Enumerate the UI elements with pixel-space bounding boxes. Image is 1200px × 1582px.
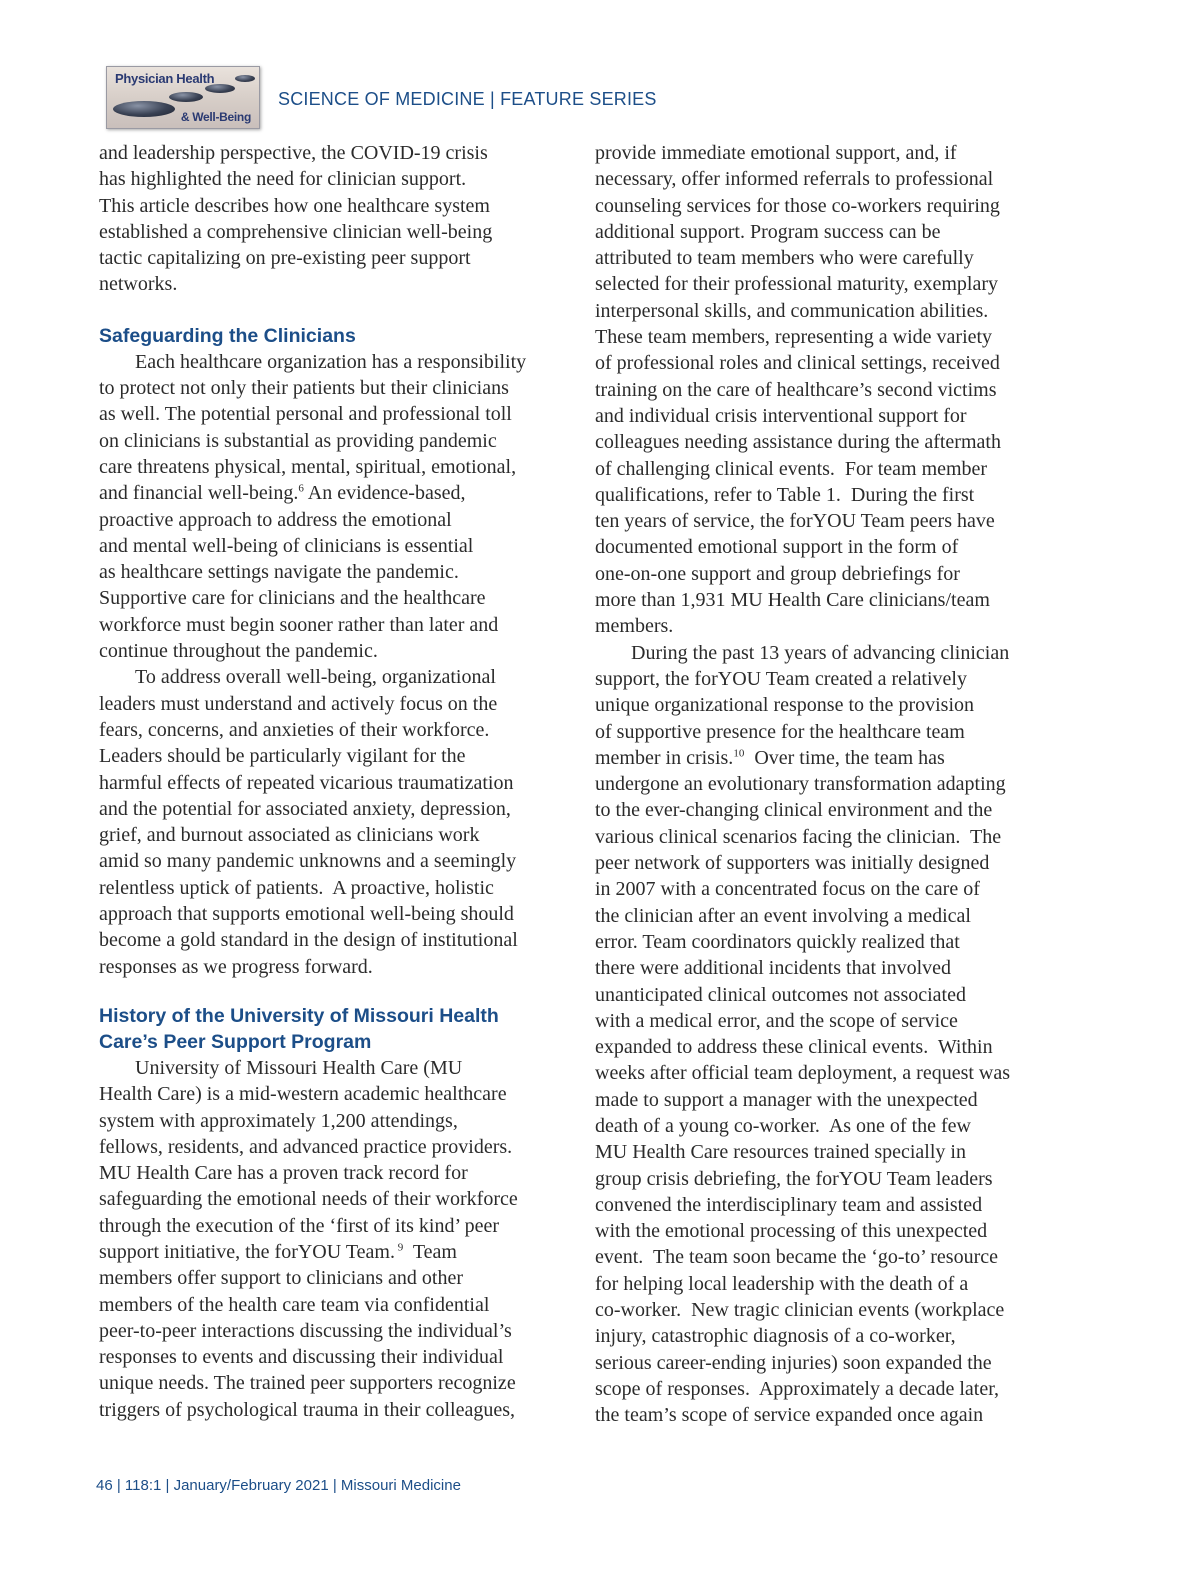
text-line: members.: [595, 615, 674, 638]
series-title: SCIENCE OF MEDICINE | FEATURE SERIES: [278, 89, 657, 109]
text-line: member in crisis.$^{10}$ Over time, the team has: [595, 746, 945, 769]
text-line: as well. The potential personal and professional toll: [99, 403, 512, 426]
reference-superscript: 9: [394, 1241, 404, 1254]
text-line: death of a young co-worker. As one of the few: [595, 1114, 971, 1137]
text-line: support, the forYOU Team created a relatively: [595, 667, 967, 690]
text-line: serious career-ending injuries) soon expanded the: [595, 1351, 992, 1374]
text-line: fears, concerns, and anxieties of their workforce.: [99, 718, 490, 741]
text-line: training on the care of healthcare’s second victims: [595, 378, 997, 401]
text-line: tactic capitalizing on pre-existing peer support: [99, 247, 471, 270]
text-line: there were additional incidents that involved: [595, 957, 951, 980]
text-line: MU Health Care resources trained specially in: [595, 1141, 966, 1164]
text-line: triggers of psychological trauma in their colleagues,: [99, 1398, 515, 1421]
text-line: These team members, representing a wide variety: [595, 326, 993, 349]
text-line: scope of responses. Approximately a decade later,: [595, 1377, 1000, 1400]
text-line: additional support. Program success can be: [595, 220, 941, 243]
text-line: and mental well-being of clinicians is essential: [99, 534, 474, 557]
text-line: of professional roles and clinical settings, received: [595, 352, 1000, 375]
text-line: Supportive care for clinicians and the healthcare: [99, 587, 486, 610]
text-line: proactive approach to address the emotional: [99, 508, 452, 531]
text-line: established a comprehensive clinician well-being: [99, 220, 493, 243]
section-heading: Safeguarding the Clinicians: [99, 324, 356, 347]
text-line: the team’s scope of service expanded once again: [595, 1404, 984, 1427]
text-line: has highlighted the need for clinician support.: [99, 168, 467, 191]
text-line: leaders must understand and actively focus on the: [99, 692, 498, 715]
text-line: to the ever-changing clinical environment and the: [595, 799, 993, 822]
text-line: of supportive presence for the healthcare team: [595, 720, 965, 743]
text-line: grief, and burnout associated as clinicians work: [99, 824, 480, 847]
body-paragraph: [99, 349, 551, 665]
text-line: peer network of supporters was initially designed: [595, 852, 990, 875]
logo-text-line2: & Well-Being: [180, 110, 251, 124]
text-line: care threatens physical, mental, spiritual, emotional,: [99, 455, 517, 478]
text-line: networks.: [99, 273, 178, 296]
text-line: colleagues needing assistance during the aftermath: [595, 431, 1001, 454]
text-line: system with approximately 1,200 attendings,: [99, 1109, 458, 1132]
text-line: interpersonal skills, and communication abilities.: [595, 299, 989, 322]
text-line: documented emotional support in the form of: [595, 536, 959, 559]
text-line: with a medical error, and the scope of service: [595, 1009, 958, 1032]
text-line: with the emotional processing of this unexpected: [595, 1220, 988, 1243]
text-line: various clinical scenarios facing the clinician. The: [595, 825, 1002, 848]
text-line: selected for their professional maturity, exemplary: [595, 273, 998, 296]
intro-paragraph: [99, 140, 551, 298]
body-paragraph: [595, 640, 1043, 1429]
text-line: necessary, offer informed referrals to professional: [595, 168, 994, 191]
text-line: of challenging clinical events. For team member: [595, 457, 988, 480]
body-paragraph: [99, 1055, 551, 1423]
text-line: as healthcare settings navigate the pandemic.: [99, 561, 459, 584]
text-line: members offer support to clinicians and other: [99, 1267, 463, 1290]
text-line: error. Team coordinators quickly realized that: [595, 930, 960, 953]
text-line: amid so many pandemic unknowns and a seemingly: [99, 850, 517, 873]
body-paragraph: [595, 140, 1043, 640]
physician-health-logo: [106, 66, 260, 129]
text-line: made to support a manager with the unexpected: [595, 1088, 978, 1111]
text-line: During the past 13 years of advancing clinician: [631, 641, 1010, 664]
text-line: peer-to-peer interactions discussing the individual’s: [99, 1319, 512, 1342]
text-line: in 2007 with a concentrated focus on the care of: [595, 878, 980, 901]
text-line: qualifications, refer to Table 1. During the first: [595, 483, 975, 506]
text-line: and the potential for associated anxiety, depression,: [99, 797, 511, 820]
stone-graphic: [113, 101, 175, 117]
text-line: attributed to team members who were carefully: [595, 247, 974, 270]
text-line: support initiative, the forYOU Team. $^9$ Team: [99, 1240, 457, 1263]
text-line: weeks after official team deployment, a request was: [595, 1062, 1011, 1085]
text-line: become a gold standard in the design of institutional: [99, 929, 518, 952]
text-line: safeguarding the emotional needs of their workforce: [99, 1188, 518, 1211]
text-line: group crisis debriefing, the forYOU Team leaders: [595, 1167, 993, 1190]
text-line: fellows, residents, and advanced practice providers.: [99, 1135, 513, 1158]
text-line: approach that supports emotional well-being should: [99, 903, 514, 926]
logo-text-line1: Physician Health: [115, 71, 215, 86]
reference-superscript: 6: [298, 482, 304, 495]
text-line: University of Missouri Health Care (MU: [135, 1056, 463, 1079]
text-line: unique needs. The trained peer supporters recognize: [99, 1372, 516, 1395]
text-line: Leaders should be particularly vigilant for the: [99, 745, 466, 768]
section-heading: History of the University of Missouri Health Care’s Peer Support Program: [99, 1004, 499, 1053]
text-line: injury, catastrophic diagnosis of a co-worker,: [595, 1325, 956, 1348]
text-line: MU Health Care has a proven track record for: [99, 1162, 468, 1185]
text-line: unanticipated clinical outcomes not associated: [595, 983, 966, 1006]
text-line: through the execution of the ‘first of its kind’ peer: [99, 1214, 500, 1237]
body-paragraph: [99, 664, 551, 980]
text-line: for helping local leadership with the death of a: [595, 1272, 969, 1295]
text-line: Each healthcare organization has a responsibility: [135, 350, 527, 373]
page-footer: 46 | 118:1 | January/February 2021 | Missouri Medicine: [96, 1477, 461, 1494]
text-line: provide immediate emotional support, and, if: [595, 142, 957, 164]
text-line: continue throughout the pandemic.: [99, 640, 378, 663]
text-line: and leadership perspective, the COVID-19 crisis: [99, 142, 488, 164]
text-line: and individual crisis interventional support for: [595, 404, 967, 427]
text-line: more than 1,931 MU Health Care clinicians/team: [595, 589, 990, 612]
left-column: [99, 140, 551, 1423]
text-line: unique organizational response to the provision: [595, 694, 974, 717]
reference-superscript: 10: [733, 747, 745, 760]
right-column: [595, 140, 1043, 1429]
text-line: responses as we progress forward.: [99, 955, 373, 978]
text-line: one-on-one support and group debriefings for: [595, 562, 960, 585]
stone-graphic: [235, 75, 255, 82]
text-line: relentless uptick of patients. A proactive, holistic: [99, 876, 494, 899]
text-line: This article describes how one healthcare system: [99, 194, 490, 217]
text-line: counseling services for those co-workers requiring: [595, 194, 1000, 217]
text-line: members of the health care team via confidential: [99, 1293, 490, 1316]
text-line: the clinician after an event involving a medical: [595, 904, 971, 927]
text-line: event. The team soon became the ‘go-to’ resource: [595, 1246, 998, 1269]
text-line: To address overall well-being, organizational: [135, 666, 496, 689]
text-line: ten years of service, the forYOU Team peers have: [595, 510, 995, 533]
text-line: and financial well-being.$^6$ An evidence-based,: [99, 482, 466, 505]
text-line: to protect not only their patients but their clinicians: [99, 377, 509, 400]
text-line: harmful effects of repeated vicarious traumatization: [99, 771, 514, 794]
text-line: responses to events and discussing their individual: [99, 1346, 504, 1369]
text-line: Health Care) is a mid-western academic healthcare: [99, 1083, 507, 1106]
text-line: expanded to address these clinical events. Within: [595, 1036, 993, 1059]
text-line: workforce must begin sooner rather than later and: [99, 613, 499, 636]
text-line: co-worker. New tragic clinician events (workplace: [595, 1299, 1005, 1322]
stone-graphic: [169, 92, 203, 102]
text-line: undergone an evolutionary transformation adapting: [595, 773, 1006, 796]
text-line: convened the interdisciplinary team and assisted: [595, 1193, 983, 1216]
text-line: on clinicians is substantial as providing pandemic: [99, 429, 497, 452]
